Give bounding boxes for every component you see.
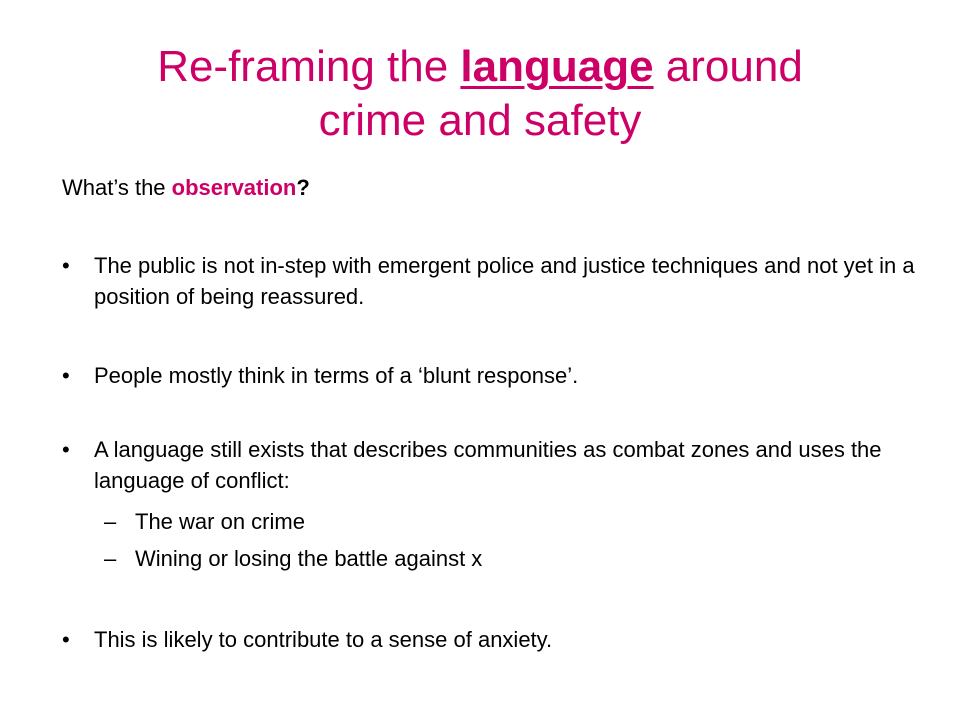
- intro-text: What’s the: [62, 175, 172, 200]
- bullet-icon: •: [62, 627, 70, 652]
- title-line-2: crime and safety: [318, 96, 642, 145]
- bullet-icon: •: [62, 363, 70, 388]
- intro-highlight: observation: [171, 175, 297, 200]
- title-text-end: around: [653, 42, 803, 91]
- dash-icon: –: [104, 509, 117, 534]
- bullet-item: [62, 624, 922, 655]
- bullet-text: The public is not in-step with emergent police and justice techniques and not yet in a position of being reassured.: [94, 253, 915, 309]
- bullet-text: This is likely to contribute to a sense of anxiety.: [94, 627, 553, 652]
- sub-bullet-item: [104, 508, 904, 536]
- sub-bullet-text: The war on crime: [135, 509, 305, 534]
- bullet-text: A language still exists that describes communities as combat zones and uses the language of conflict:: [94, 437, 882, 493]
- bullet-item: [62, 434, 922, 496]
- slide-title: [0, 40, 960, 148]
- title-text-start: Re-framing the: [157, 42, 461, 91]
- bullet-item: [62, 360, 922, 391]
- title-emphasis: language: [460, 42, 654, 91]
- bullet-icon: •: [62, 437, 70, 462]
- intro-question-mark: ?: [296, 175, 310, 200]
- bullet-icon: •: [62, 253, 70, 278]
- bullet-text: People mostly think in terms of a ‘blunt response’.: [94, 363, 579, 388]
- intro-question: [62, 174, 310, 202]
- dash-icon: –: [104, 546, 117, 571]
- sub-bullet-text: Wining or losing the battle against x: [135, 546, 483, 571]
- bullet-item: [62, 250, 922, 312]
- title-line-1: [0, 40, 960, 94]
- sub-bullet-item: [104, 545, 904, 573]
